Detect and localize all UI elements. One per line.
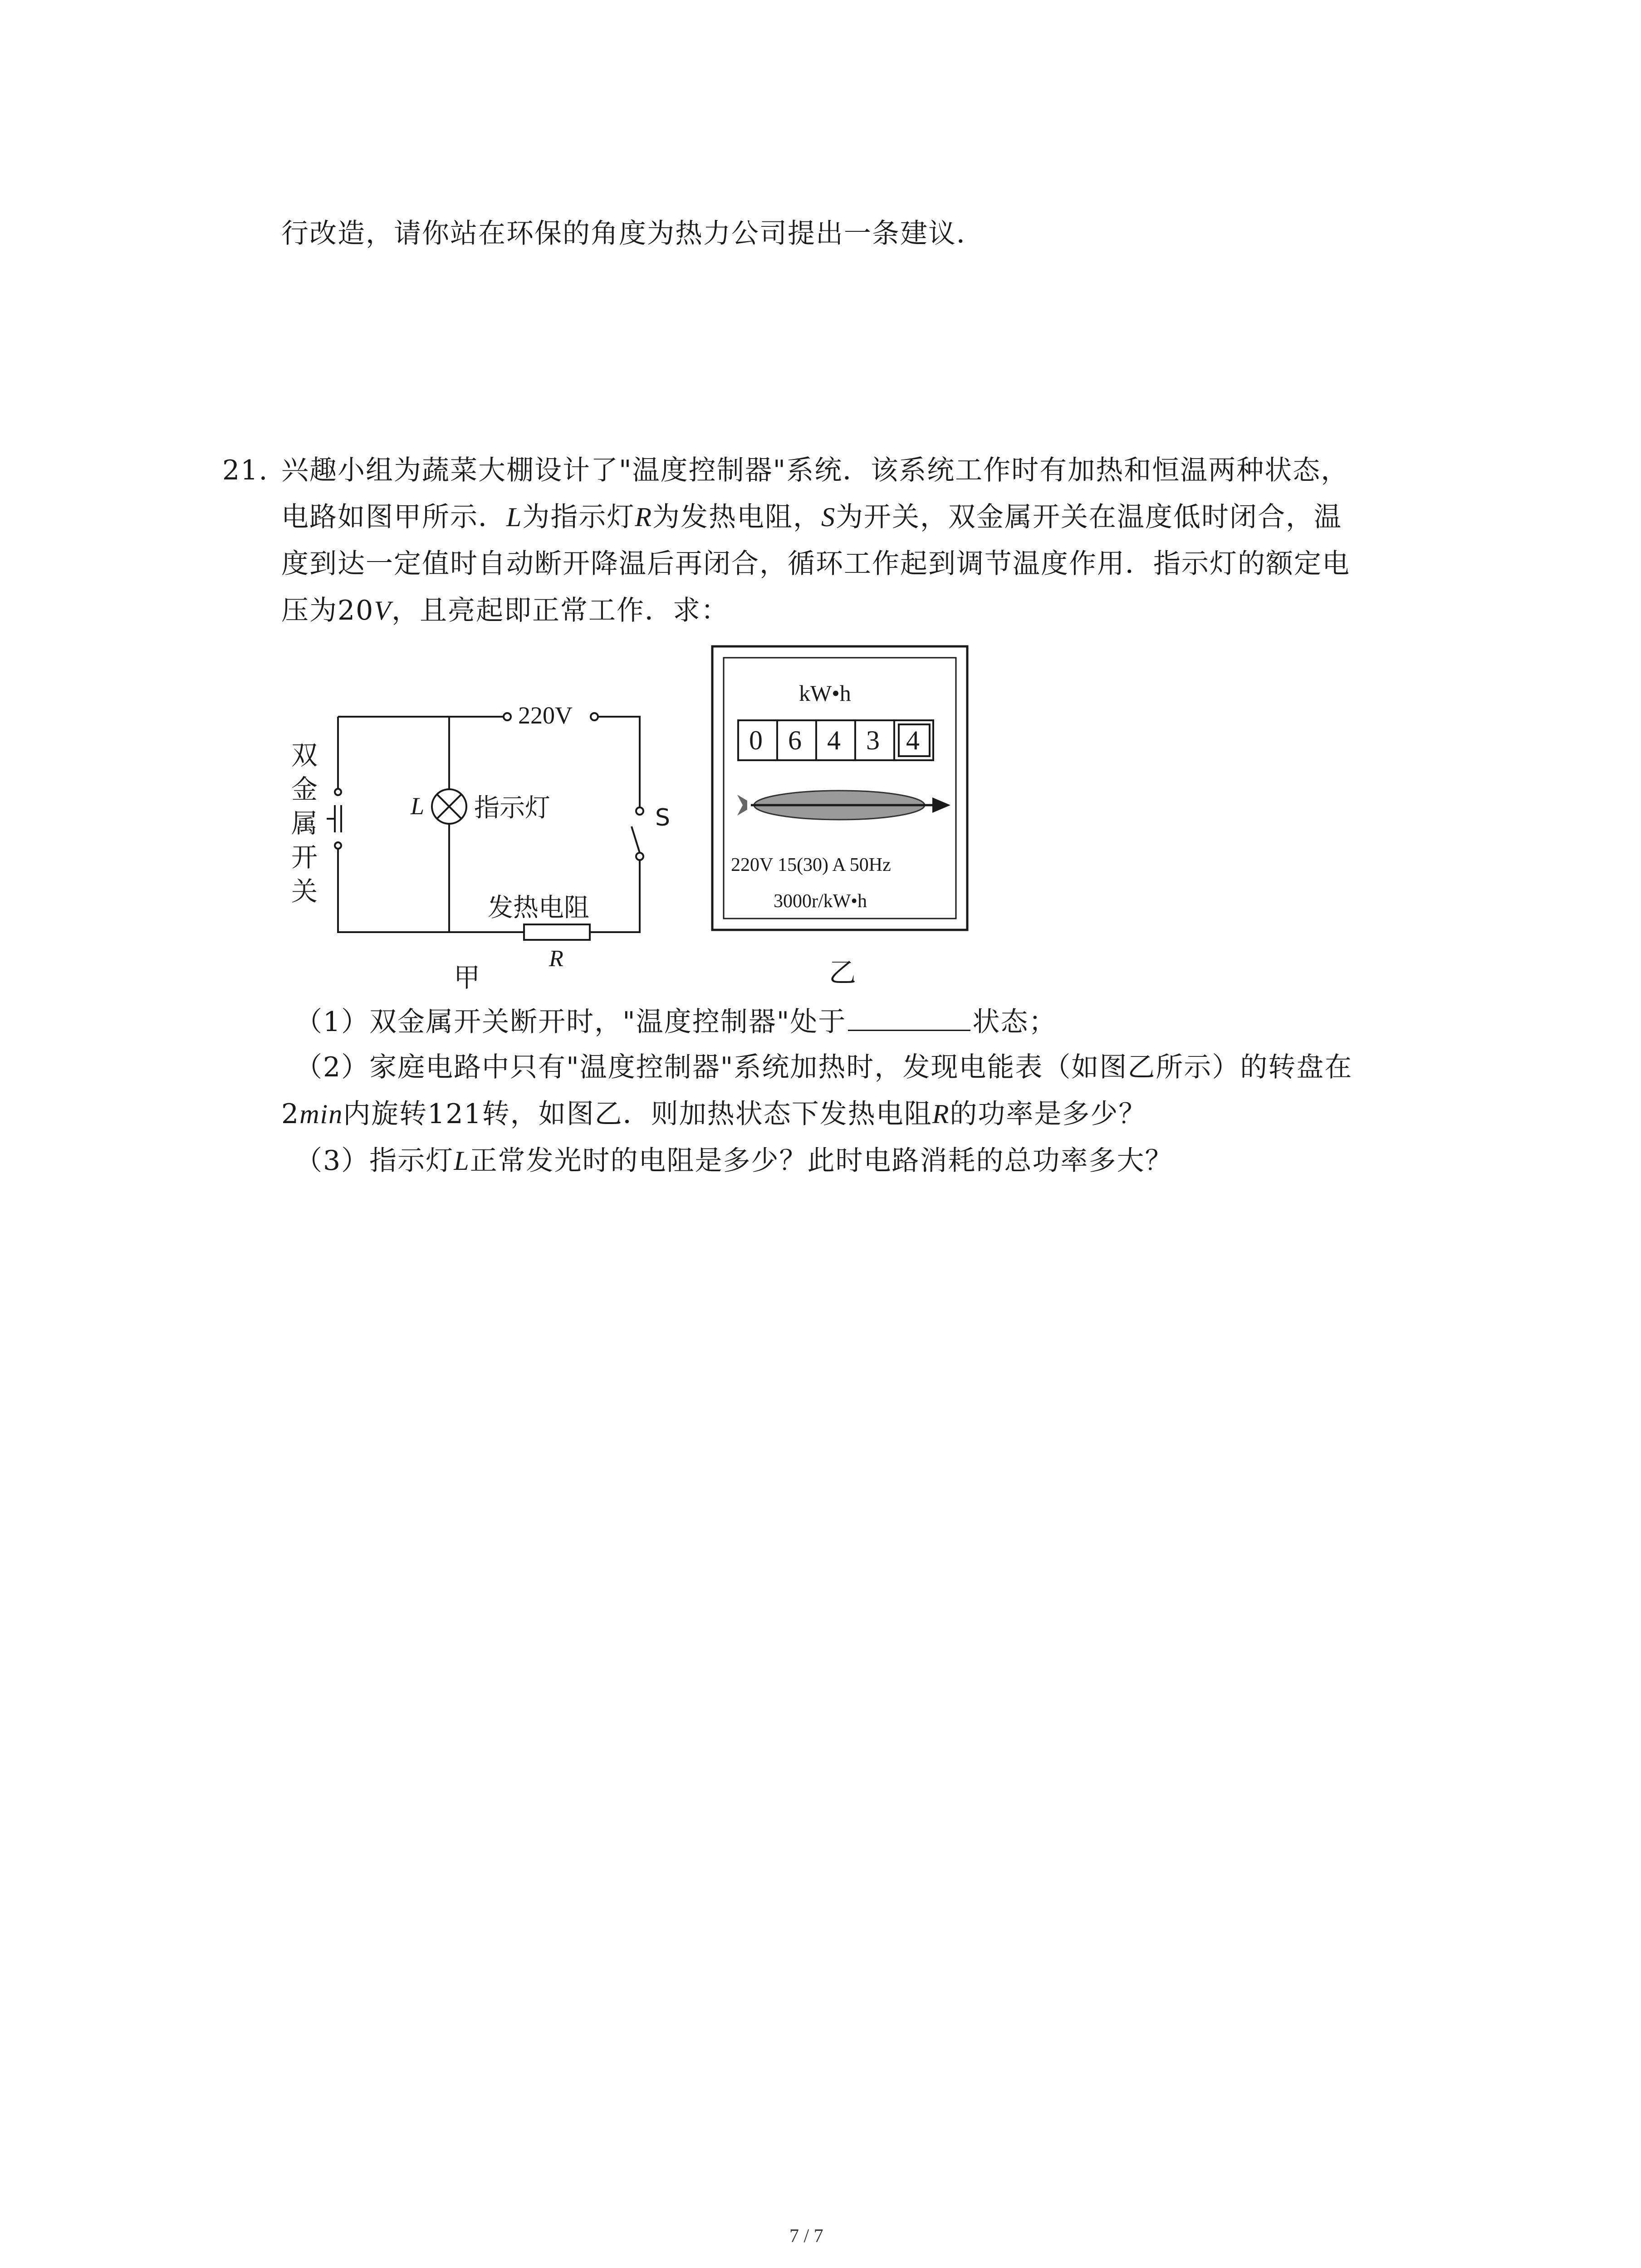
sub-question-1: （1）双金属开关断开时，"温度控制器"处于 状态； [295,1006,1057,1038]
resistor-box [524,924,590,940]
answer-blank[interactable] [848,1007,970,1031]
bimetal-char-2: 金 [291,774,318,805]
circuit-diagram [281,653,681,989]
intro-line: 行改造，请你站在环保的角度为热力公司提出一条建议． [281,218,985,249]
meter-digit-4: 3 [866,725,880,755]
question-number: 21. [222,455,269,486]
question-line-2: 电路如图甲所示．L为指示灯R为发热电阻，S为开关，双金属开关在温度低时闭合，温 [281,501,1342,533]
meter-rating: 220V 15(30) A 50Hz [731,855,891,875]
wire-top-right [598,717,640,807]
question-line-4: 压为20V，且亮起即正常工作．求： [281,595,730,626]
terminal-right [591,713,598,720]
switch-contact-top [636,807,643,815]
resistor-label: 发热电阻 [488,893,589,923]
figure-caption-yi: 乙 [829,957,856,989]
switch-lever [632,826,640,853]
bimetal-char-1: 双 [291,740,318,771]
sub-question-3: （3）指示灯L正常发光时的电阻是多少？此时电路消耗的总功率多大？ [295,1145,1173,1177]
figure-caption-jia: 甲 [454,962,480,989]
meter-digit-1: 0 [749,725,763,755]
wire-right-bottom [590,860,640,932]
bimetal-char-4: 开 [291,842,318,873]
bimetal-contact-top [335,789,341,795]
meter-constant: 3000r/kW•h [774,891,867,912]
meter-digit-5: 4 [906,725,920,755]
meter-digit-2: 6 [788,725,802,755]
meter-digit-3: 4 [827,725,841,755]
lamp-symbol: L [411,792,425,820]
terminal-left [504,713,511,720]
page-number: 7 / 7 [789,2226,823,2247]
bimetal-char-5: 关 [291,876,318,907]
lamp-cross [437,794,461,819]
voltage-label: 220V [518,702,573,729]
switch-label: S [655,804,671,831]
meter-disc-tail [737,795,747,816]
meter-unit: kW•h [799,680,851,706]
resistor-symbol: R [549,946,563,972]
bimetal-contact-bottom [335,842,341,849]
meter-arrow-head [932,797,950,813]
bimetal-char-3: 属 [291,808,318,839]
lamp-label: 指示灯 [474,793,550,823]
energy-meter [710,644,978,989]
question-line-3: 度到达一定值时自动断开降温后再闭合，循环工作起到调节温度作用．指示灯的额定电 [281,548,1350,580]
sub-question-2-line-2: 2min内旋转121转，如图乙．则加热状态下发热电阻R的功率是多少？ [281,1098,1147,1130]
switch-contact-bottom [636,853,643,860]
question-line-1: 兴趣小组为蔬菜大棚设计了"温度控制器"系统．该系统工作时有加热和恒温两种状态， [281,455,1349,486]
sub-question-2-line-1: （2）家庭电路中只有"温度控制器"系统加热时，发现电能表（如图乙所示）的转盘在 [295,1051,1353,1083]
